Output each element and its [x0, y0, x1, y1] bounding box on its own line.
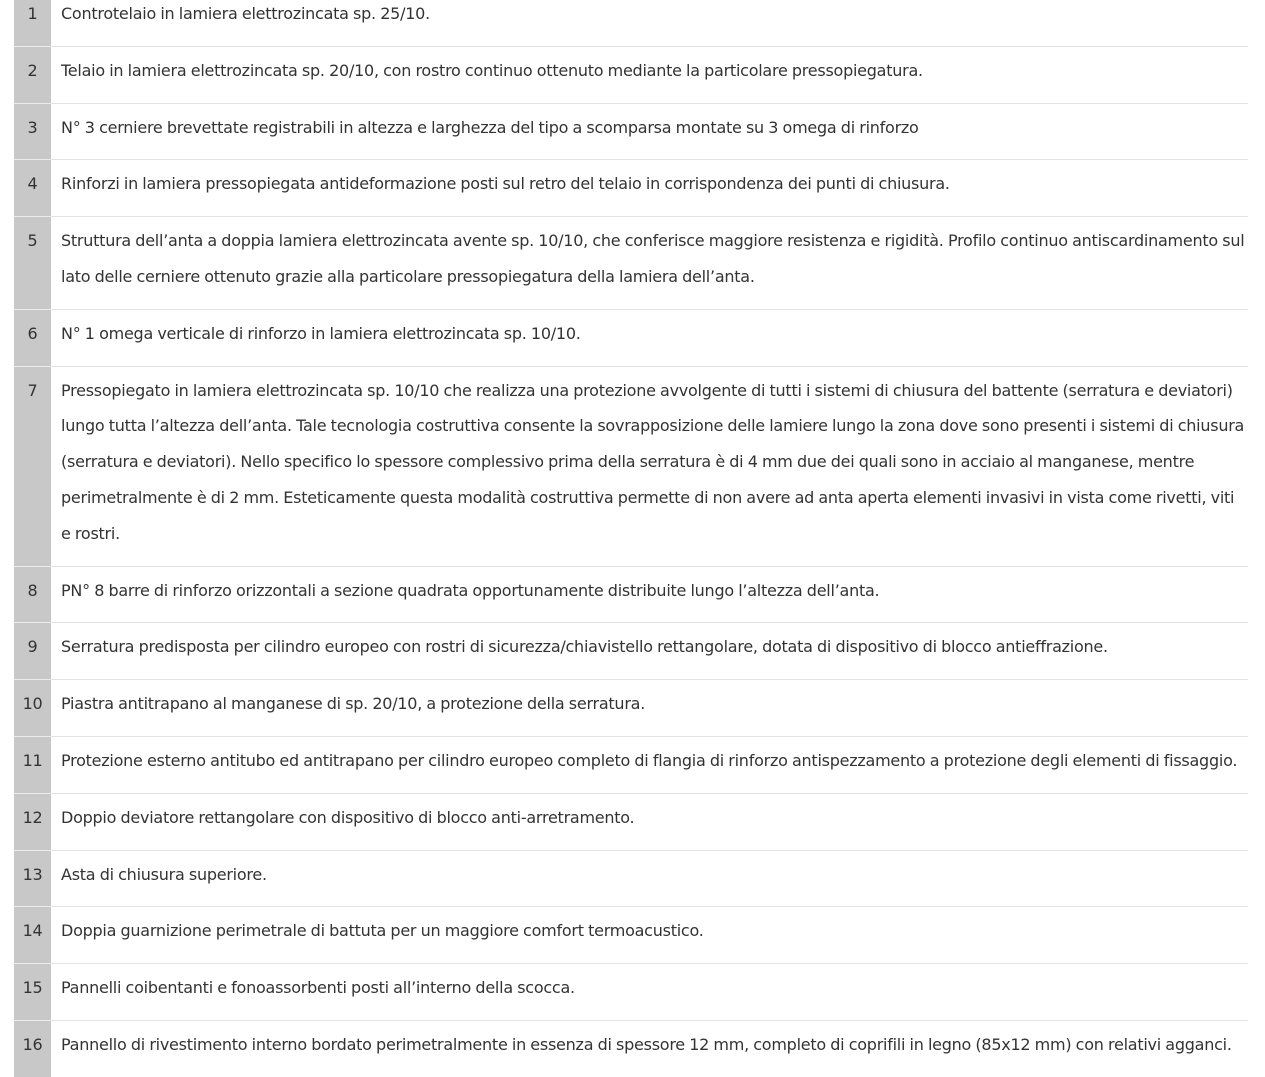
row-description: Telaio in lamiera elettrozincata sp. 20/10, con rostro continuo ottenuto mediante la particolare pressopiegatura. [51, 46, 1248, 103]
row-number: 9 [14, 623, 51, 680]
specifications-body [14, 0, 1248, 1077]
table-row [14, 964, 1248, 1021]
row-number: 16 [14, 1020, 51, 1076]
row-number: 11 [14, 736, 51, 793]
table-row [14, 850, 1248, 907]
row-description: Controtelaio in lamiera elettrozincata sp. 25/10. [51, 0, 1248, 46]
row-number: 8 [14, 566, 51, 623]
row-description: PN° 8 barre di rinforzo orizzontali a sezione quadrata opportunamente distribuite lungo l’altezza dell’anta. [51, 566, 1248, 623]
table-row [14, 0, 1248, 46]
specifications-table [14, 0, 1248, 1077]
row-description: Piastra antitrapano al manganese di sp. 20/10, a protezione della serratura. [51, 680, 1248, 737]
row-number: 14 [14, 907, 51, 964]
row-description: N° 3 cerniere brevettate registrabili in altezza e larghezza del tipo a scomparsa montate su 3 omega di rinforzo [51, 103, 1248, 160]
table-row [14, 680, 1248, 737]
table-row [14, 907, 1248, 964]
row-number: 2 [14, 46, 51, 103]
row-description: Rinforzi in lamiera pressopiegata antideformazione posti sul retro del telaio in corrispondenza dei punti di chiusura. [51, 160, 1248, 217]
row-number: 13 [14, 850, 51, 907]
row-description: Asta di chiusura superiore. [51, 850, 1248, 907]
row-description: Struttura dell’anta a doppia lamiera elettrozincata avente sp. 10/10, che conferisce maggiore resistenza e rigidità. Profilo continuo antiscardinamento sul lato delle cerniere ottenuto grazie alla particolare pressopiegatura della lamiera dell’anta. [51, 217, 1248, 310]
row-description: Pannelli coibentanti e fonoassorbenti posti all’interno della scocca. [51, 964, 1248, 1021]
row-number: 12 [14, 793, 51, 850]
table-row [14, 160, 1248, 217]
table-row [14, 1020, 1248, 1076]
row-number: 4 [14, 160, 51, 217]
row-number: 5 [14, 217, 51, 310]
row-number: 15 [14, 964, 51, 1021]
table-row [14, 623, 1248, 680]
row-description: Serratura predisposta per cilindro europeo con rostri di sicurezza/chiavistello rettangolare, dotata di dispositivo di blocco antieffrazione. [51, 623, 1248, 680]
row-description: Doppia guarnizione perimetrale di battuta per un maggiore comfort termoacustico. [51, 907, 1248, 964]
row-description: N° 1 omega verticale di rinforzo in lamiera elettrozincata sp. 10/10. [51, 309, 1248, 366]
table-row [14, 103, 1248, 160]
row-number: 10 [14, 680, 51, 737]
table-row [14, 793, 1248, 850]
row-description: Protezione esterno antitubo ed antitrapano per cilindro europeo completo di flangia di rinforzo antispezzamento a protezione degli elementi di fissaggio. [51, 736, 1248, 793]
row-description: Pressopiegato in lamiera elettrozincata sp. 10/10 che realizza una protezione avvolgente di tutti i sistemi di chiusura del battente (serratura e deviatori) lungo tutta l’altezza dell’anta. Tale tecnologia costruttiva consente la sovrapposizione delle lamiere lungo la zona dove sono presenti i sistemi di chiusura (serratura e deviatori). Nello specifico lo spessore complessivo prima della serratura è di 4 mm due dei quali sono in acciaio al manganese, mentre perimetralmente è di 2 mm. Esteticamente questa modalità costruttiva permette di non avere ad anta aperta elementi invasivi in vista come rivetti, viti e rostri. [51, 366, 1248, 566]
table-row [14, 736, 1248, 793]
table-row [14, 309, 1248, 366]
row-number: 7 [14, 366, 51, 566]
row-number: 6 [14, 309, 51, 366]
row-description: Pannello di rivestimento interno bordato perimetralmente in essenza di spessore 12 mm, completo di coprifili in legno (85x12 mm) con relativi agganci. [61, 1034, 1232, 1054]
table-row [14, 217, 1248, 310]
table-row [14, 46, 1248, 103]
table-row [14, 566, 1248, 623]
table-row [14, 366, 1248, 566]
row-number: 3 [14, 103, 51, 160]
row-number: 1 [14, 0, 51, 46]
row-description: Doppio deviatore rettangolare con dispositivo di blocco anti-arretramento. [51, 793, 1248, 850]
